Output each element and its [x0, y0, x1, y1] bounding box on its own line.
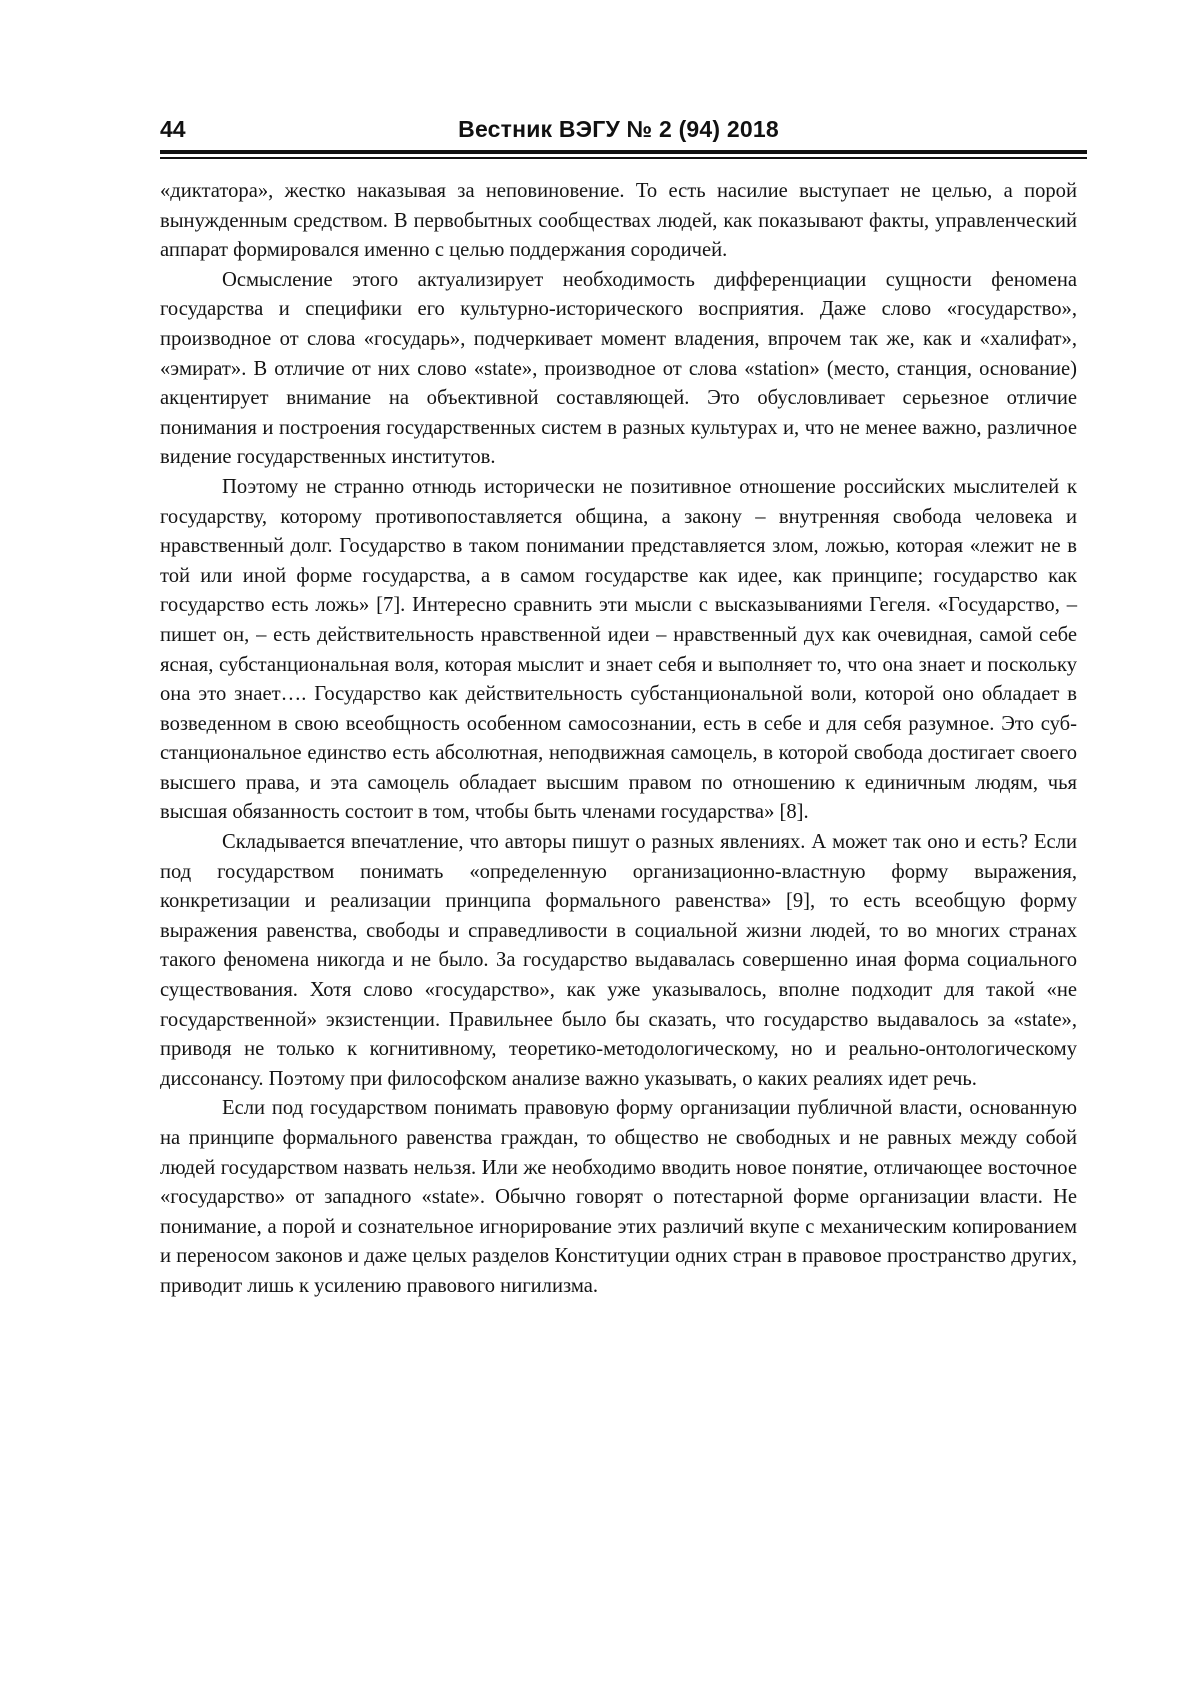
header-rule-thick — [160, 150, 1087, 154]
paragraph: Если под государством понимать правовую форму организации публичной власти, основанную на принципе формального равенства граждан, то общество не свободных и не равных между собой людей государством назвать нельзя. Или же необходимо вводить новое понятие, отличающее восточное «государство» от западного «state». Обычно говорят о потестарной форме организации власти. Не понимание, а порой и сознательное игнорирование этих различий вкупе с механическим копированием и переносом законов и даже целых разделов Конституции одних стран в правовое пространство других, приводит лишь к усилению правового нигилизма. — [160, 1097, 1077, 1297]
journal-title: Вестник ВЭГУ № 2 (94) 2018 — [458, 116, 779, 142]
paragraph: Поэтому не странно отнюдь исторически не позитивное отношение российских мыслителей к государству, которому противопоставляется община, а закону – внутренняя свобода человека и нравственный долг. Государство в таком понимании представляется злом, ложью, которая «лежит не в той или иной форме государства, а в самом государстве как идее, как принципе; государство как государство есть ложь» [7]. Интересно сравнить эти мысли с высказываниями Гегеля. «Государство, – пишет он, – есть действительность нравственной идеи – нравственный дух как очевидная, самой себе ясная, субстанциональная воля, которая мыслит и знает себя и выполняет то, что она знает и поскольку она это знает…. Государство как действительность субстанциональной воли, которой оно обладает в возведенном в свою всеобщность особенном самосознании, есть в себе и для себя разумное. Это субстанциональное единство есть абсолютная, неподвижная самоцель, в которой свобода достигает своего высшего права, и эта самоцель обладает высшим правом по отношению к единичным людям, чья высшая обязанность состоит в том, чтобы быть членами государства» [8]. — [160, 475, 1077, 824]
paragraph-continuation: «диктатора», жестко наказывая за неповиновение. То есть насилие выступает не целью, а порой вынужденным средством. В первобытных сообществах людей, как показывают факты, управленческий аппарат формировался именно с целью поддержания сородичей. — [160, 180, 1077, 262]
running-header — [160, 112, 1077, 148]
journal-page — [160, 112, 1077, 1297]
article-body — [160, 177, 1077, 1302]
paragraph: Складывается впечатление, что авторы пишут о разных явлениях. А может так оно и есть? Если под государством понимать «определенную организационно-властную форму выражения, конкретизации и реализации принципа формального равенства» [9], то есть всеобщую форму выражения равенства, свободы и справедливости в социальной жизни людей, то во многих странах такого феномена никогда и не было. За государство выдавалась совершенно иная форма социального существования. Хотя слово «государство», как уже указывалось, вполне подходит для такой «не государственной» экзистенции. Правильнее было бы сказать, что государство выдавалось за «state», приводя не только к когнитивному, теоретико-методологическому, но и реально-онтологическому диссонансу. Поэтому при философском анализе важно указывать, о каких реалиях идет речь. — [160, 831, 1077, 1090]
header-rule-thin — [160, 157, 1087, 159]
paragraph: Осмысление этого актуализирует необходимость дифференциации сущности феномена государства и специфики его культурно-исторического восприятия. Даже слово «государство», производное от слова «государь», подчеркивает момент владения, впрочем так же, как и «халифат», «эмират». В отличие от них слово «state», производное от слова «station» (место, станция, основание) акцентирует внимание на объективной составляющей. Это обусловливает серьезное отличие понимания и построения государственных систем в разных культурах и, что не менее важно, различное видение государственных институтов. — [160, 268, 1077, 469]
page-number: 44 — [160, 116, 186, 142]
